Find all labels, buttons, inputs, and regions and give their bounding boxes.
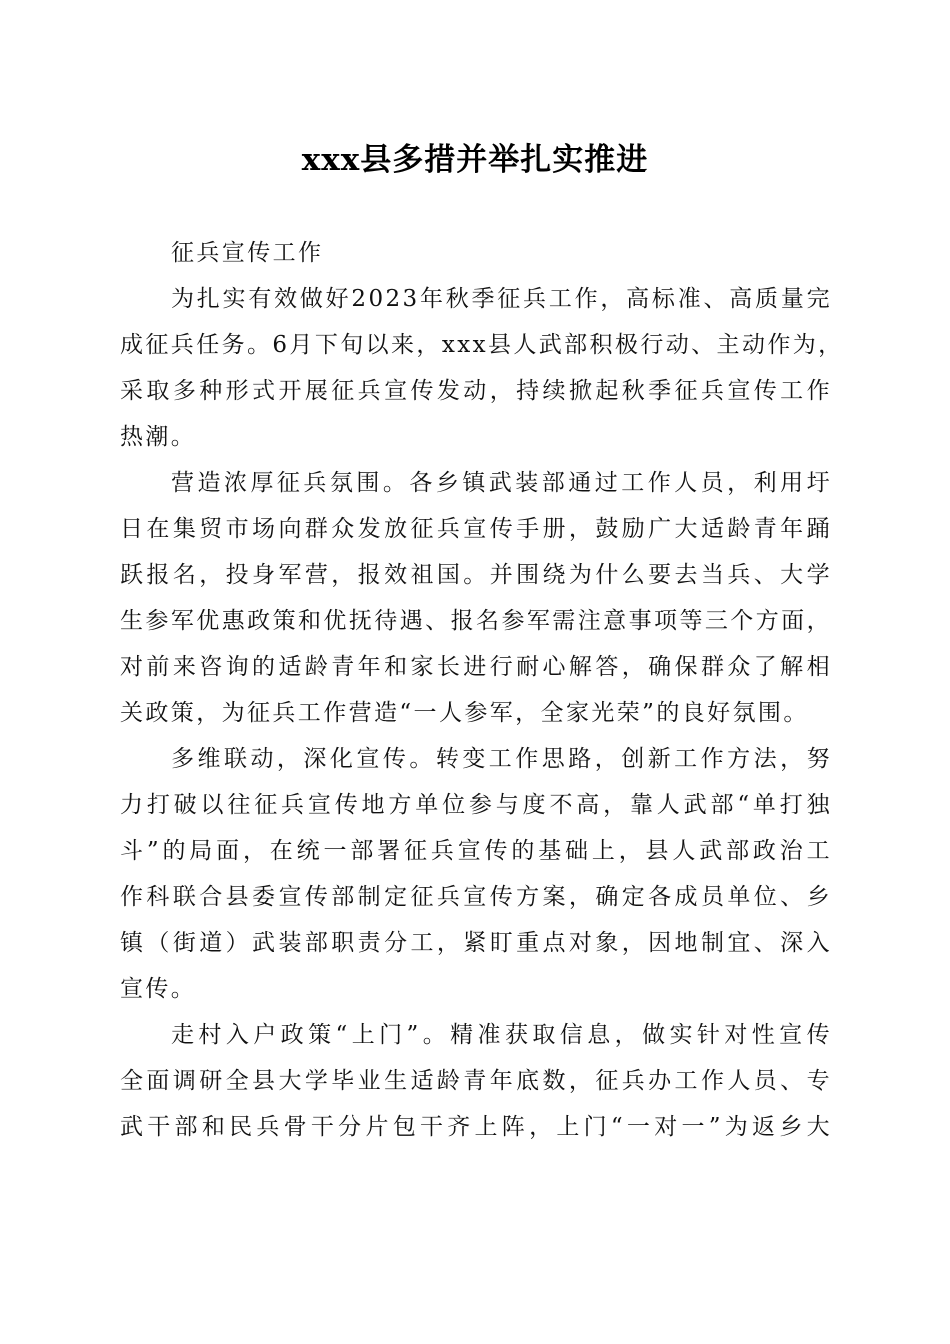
paragraph-1 bbox=[120, 276, 844, 460]
paragraph-line: 跃报名，投身军营，报效祖国。并围绕为什么要去当兵、大学 bbox=[120, 562, 832, 588]
paragraph-2 bbox=[120, 460, 832, 736]
document-body bbox=[120, 230, 844, 1150]
paragraph-line: 生参军优惠政策和优抚待遇、报名参军需注意事项等三个方面， bbox=[120, 608, 832, 634]
document-subtitle: 征兵宣传工作 bbox=[171, 240, 324, 266]
paragraph-line: 宣传。 bbox=[120, 976, 197, 1002]
paragraph-3 bbox=[120, 736, 832, 1012]
paragraph-line: 镇（街道）武装部职责分工，紧盯重点对象，因地制宜、深入 bbox=[120, 930, 832, 956]
paragraph-line: 采取多种形式开展征兵宣传发动，持续掀起秋季征兵宣传工作 bbox=[120, 378, 832, 404]
paragraph-line: 多维联动，深化宣传。转变工作思路，创新工作方法，努 bbox=[171, 746, 832, 772]
paragraph-4 bbox=[120, 1012, 832, 1150]
paragraph-line: 营造浓厚征兵氛围。各乡镇武装部通过工作人员，利用圩 bbox=[171, 470, 832, 496]
paragraph-line: 对前来咨询的适龄青年和家长进行耐心解答，确保群众了解相 bbox=[120, 654, 832, 680]
paragraph-line: 关政策，为征兵工作营造“一人参军，全家光荣”的良好氛围。 bbox=[120, 700, 809, 726]
paragraph-line: 作科联合县委宣传部制定征兵宣传方案，确定各成员单位、乡 bbox=[120, 884, 832, 910]
paragraph-line: 走村入户政策“上门”。精准获取信息，做实针对性宣传 bbox=[171, 1022, 832, 1048]
paragraph-line: 斗”的局面，在统一部署征兵宣传的基础上，县人武部政治工 bbox=[120, 838, 832, 864]
paragraph-line: 武干部和民兵骨干分片包干齐上阵，上门“一对一”为返乡大 bbox=[120, 1114, 832, 1140]
document-title: xxx县多措并举扎实推进 bbox=[301, 142, 649, 178]
paragraph-line: 成征兵任务。6月下旬以来，xxx县人武部积极行动、主动作为， bbox=[120, 332, 844, 358]
paragraph-line: 热潮。 bbox=[120, 424, 197, 450]
paragraph-line: 力打破以往征兵宣传地方单位参与度不高，靠人武部“单打独 bbox=[120, 792, 832, 818]
paragraph-line: 全面调研全县大学毕业生适龄青年底数，征兵办工作人员、专 bbox=[120, 1068, 832, 1094]
paragraph-line: 为扎实有效做好2023年秋季征兵工作，高标准、高质量完 bbox=[171, 286, 832, 312]
paragraph-line: 日在集贸市场向群众发放征兵宣传手册，鼓励广大适龄青年踊 bbox=[120, 516, 832, 542]
